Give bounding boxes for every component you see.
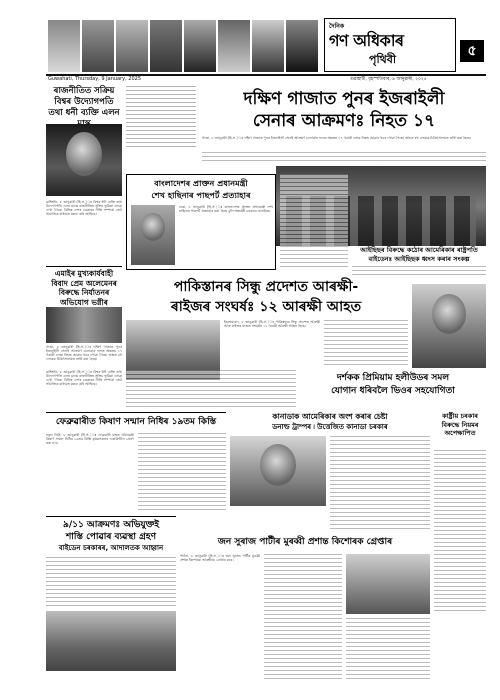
musk-headline: ৰাজনীতিত সক্ৰিয় বিশ্বৰ উদ্যোগপতি তথা ধনী ব্যক্তি এলন xyxy=(48,86,120,118)
nine-eleven-photo xyxy=(46,611,176,671)
kisan-text-block xyxy=(138,433,226,513)
musk-face xyxy=(66,132,102,176)
portrait-4 xyxy=(150,20,182,72)
nine-eleven-text-block xyxy=(46,557,176,607)
portrait-8 xyxy=(286,20,318,72)
left-column-body: ৱাশ্বিংটন, ৮ জানুৱাৰী (হি.স.)ঃ বিশ্বৰ ধনী ব্যক্তি তথা উদ্যোগপতি এলন মাস্কে ৰাজনীতিত সক্ৰিয় ভূমিকা লোৱা দেখা গৈছে। বিভিন্ন দেশৰ চৰকাৰৰ নীতি সম্পৰ্কে তেওঁ সামাজিক মাধ্যমত মন্তব্য কৰি আহিছে। xyxy=(46,370,122,386)
hasina-headline-2: শেখ হাছিনাৰ পাছপৰ্ট প্ৰত্যাহাৰ xyxy=(151,190,251,200)
hollywood-headline-1: দৰ্শকক প্ৰিমিয়াম হলীউডৰ সমল xyxy=(336,373,450,383)
canada-text-block xyxy=(330,436,430,532)
trump-photo xyxy=(230,436,326,506)
canada-headline-1: কানাডাক আমেৰিকাৰ অংশ কৰাৰ চেষ্টা xyxy=(272,412,388,421)
biden-photo xyxy=(412,284,486,368)
masthead-logo xyxy=(324,18,456,72)
jan-suraj-text-block-2 xyxy=(346,618,430,680)
dateline-left: Guwahati, Thursday, 9 January, 2025 xyxy=(48,76,142,82)
pakistan-headline-2: ৰাইজৰ সংঘৰ্ষঃ ১২ আৰক্ষী আহত xyxy=(170,299,362,315)
musk-body: ৱাশ্বিংটন, ৮ জানুৱাৰী (হি.স.)ঃ বিশ্বৰ ধনী ব্যক্তি তথা উদ্যোগপতি এলন মাস্কে ৰাজনীতিত সক্ৰিয় ভূমিকা লোৱা দেখা গৈছে। বিভিন্ন দেশৰ চৰকাৰৰ নীতি সম্পৰ্কে তেওঁ সামাজিক মাধ্যমত মন্তব্য কৰি আহিছে। xyxy=(46,200,122,216)
lead-text-block-left xyxy=(126,86,196,150)
hasina-article xyxy=(126,174,276,270)
openai-photo xyxy=(46,307,122,343)
middle-text-block xyxy=(126,370,296,410)
nine-eleven-headline-3: বাইডেন চৰকাৰৰ, আদালতক আহ্বান xyxy=(58,544,164,552)
jan-suraj-photo xyxy=(346,554,430,614)
hasina-headline-1: বাংলাদেশৰ প্ৰাক্তন প্ৰধানমন্ত্ৰী xyxy=(154,178,248,188)
nine-eleven-article xyxy=(46,516,176,680)
portrait-1 xyxy=(48,20,80,72)
portrait-3 xyxy=(116,20,148,72)
right-small-body xyxy=(434,450,486,612)
jan-suraj-body: পাটনা, ৮ জানুৱাৰী (হি.স.)ঃ জন সুৰাজ পাৰ্টীৰ মুৰব্বী প্ৰশান্ত কিশোৰক আৰক্ষীয়ে গ্ৰেপ্তাৰ কৰে। xyxy=(180,554,260,562)
pakistan-text-block xyxy=(324,320,408,366)
paper-name-small: দৈনিক xyxy=(329,23,345,30)
nine-eleven-headline-1: ৯/১১ আক্ৰমণঃ অভিযুক্তই xyxy=(62,520,160,530)
musk-photo xyxy=(46,124,122,196)
paper-name: গণ অধিকাৰ xyxy=(329,31,404,50)
biden-face xyxy=(432,294,466,334)
right-small-headline: কাষ্ট্ৰীয় চৰকাৰ বিৰুদ্ধে নিয়মৰ অপেক্ষাপিত xyxy=(441,412,479,437)
jan-suraj-headline: জন সুৰাজ পাৰ্টীৰ মুৰব্বী প্ৰশান্ত কিশোৰক গ্ৰেপ্তাৰ xyxy=(217,537,393,547)
jan-suraj-text-block xyxy=(264,554,342,680)
dateline-right: গুৱাহাটী, বৃহস্পতিবাৰ, ৯ জানুৱাৰী, ২০২৫ xyxy=(350,77,427,82)
portrait-7 xyxy=(252,20,284,72)
hasina-body: ঢাকা, ৮ জানুৱাৰী (হি.স.)ঃ বাংলাদেশৰ প্ৰাক্তন প্ৰধানমন্ত্ৰী শেখ হাছিনাৰ পাছপৰ্ট প্ৰত্যাহাৰ কৰা হৈছে বুলি অন্তৰ্বৰ্তী চৰকাৰে জনাইছে। xyxy=(179,205,273,213)
kisan-article xyxy=(46,412,226,512)
isis-headline-1: আইছিছৰ বিৰুদ্ধে কঠোৰ আমেৰিকাৰ ৰাষ্ট্ৰপতি xyxy=(360,246,478,254)
isis-body xyxy=(352,266,486,276)
nine-eleven-headline-2: শাস্তি পোৱাৰ ব্যৱস্থা গ্ৰহণ xyxy=(65,532,157,542)
pakistan-body: ইছলামাবাদ, ৮ জানুৱাৰী (হি.স.)ঃ পাকিস্তানৰ সিন্ধু প্ৰদেশত আৰক্ষী আৰু ৰাইজৰ মাজত সংঘৰ্ষত ১২ গৰাকী আৰক্ষী আহত হৈছে। xyxy=(224,320,320,328)
musk-article xyxy=(46,86,122,264)
isis-headline-2: বাইডেনঃ আইছিছক ধ্বংস কৰাৰ সংকল্প xyxy=(368,255,470,263)
pakistan-headline-1: পাকিস্তানৰ সিন্ধু প্ৰদেশত আৰক্ষী- xyxy=(173,279,359,295)
hollywood-article xyxy=(300,372,486,406)
lead-headline-1: দক্ষিণ গাজাত পুনৰ ইজৰাইলী xyxy=(243,89,445,109)
hasina-continuation xyxy=(280,174,348,270)
lead-body: গাজা, ৮ জানুৱাৰী (হি.স.)ঃ দক্ষিণ গাজাত পুনৰ ইজৰাইলী সেনাই আক্ৰমণ চলোৱাৰ ফলত অন্ততঃ ১৭ গৰাকী লোক নিহত হোৱাৰ খবৰ পোৱা গৈছে। আহত বহু লোকক চিকিৎসালয়ত ভৰ্তি কৰা হৈছে। xyxy=(202,136,471,140)
lead-text-block-right xyxy=(202,152,486,164)
jan-suraj-article xyxy=(180,536,430,680)
page-number: ৫ xyxy=(467,43,477,59)
hollywood-headline-2: যোগান ধৰিবলৈ ভিওৰ সহযোগিতা xyxy=(331,386,455,396)
hasina-photo xyxy=(131,205,175,265)
right-small-article xyxy=(434,412,486,612)
portrait-6 xyxy=(218,20,250,72)
page-number-box xyxy=(460,40,484,62)
portrait-strip xyxy=(48,20,318,72)
canada-headline-2: ডনাল্ড ট্ৰাম্পৰ ৷ উত্তেজিত কানাডা চৰকাৰ xyxy=(272,423,388,431)
kisan-body: নতুন দিল্লী, ৮ জানুৱাৰী (হি.স.)ঃ ফেব্ৰুৱাৰী মাহত প্ৰধানমন্ত্ৰী কিষাণ সন্মান নিধিৰ ১৯তম কিস্তি কৃষকসকলৰ একাউণ্টলৈ প্ৰেৰণ কৰা হ'ব। xyxy=(46,433,134,445)
openai-headline: এমাইৰ মুখ্যকাৰ্যবাহী বিবাদ প্ৰেম অলেমেনৰ বিৰুদ্ধে নিৰ্যাতনৰ অভিযোগ ভগ্নীৰ xyxy=(51,269,117,307)
pakistan-article xyxy=(126,276,486,366)
lead-headline-2: সেনাৰ আক্ৰমণঃ নিহত ১৭ xyxy=(252,111,436,131)
portrait-5 xyxy=(184,20,216,72)
hasina-face xyxy=(141,213,165,241)
portrait-2 xyxy=(82,20,114,72)
tagline: পৃথিবী xyxy=(369,53,397,66)
masthead xyxy=(0,0,500,82)
openai-article xyxy=(46,266,122,366)
openai-body: গাজা, ৮ জানুৱাৰী (হি.স.)ঃ দক্ষিণ গাজাত পুনৰ ইজৰাইলী সেনাই আক্ৰমণ চলোৱাৰ ফলত অন্ততঃ ১৭ গৰাকী লোক নিহত হোৱাৰ খবৰ পোৱা গৈছে। আহত বহু লোকক চিকিৎসালয়ত ভৰ্তি কৰা হৈছে। xyxy=(46,345,122,361)
canada-article xyxy=(230,412,430,532)
trump-face xyxy=(260,444,296,486)
kisan-headline: ফেব্ৰুৱাৰীত কিষাণ সন্মান নিধিৰ ১৯তম কিস্তি xyxy=(55,417,217,427)
